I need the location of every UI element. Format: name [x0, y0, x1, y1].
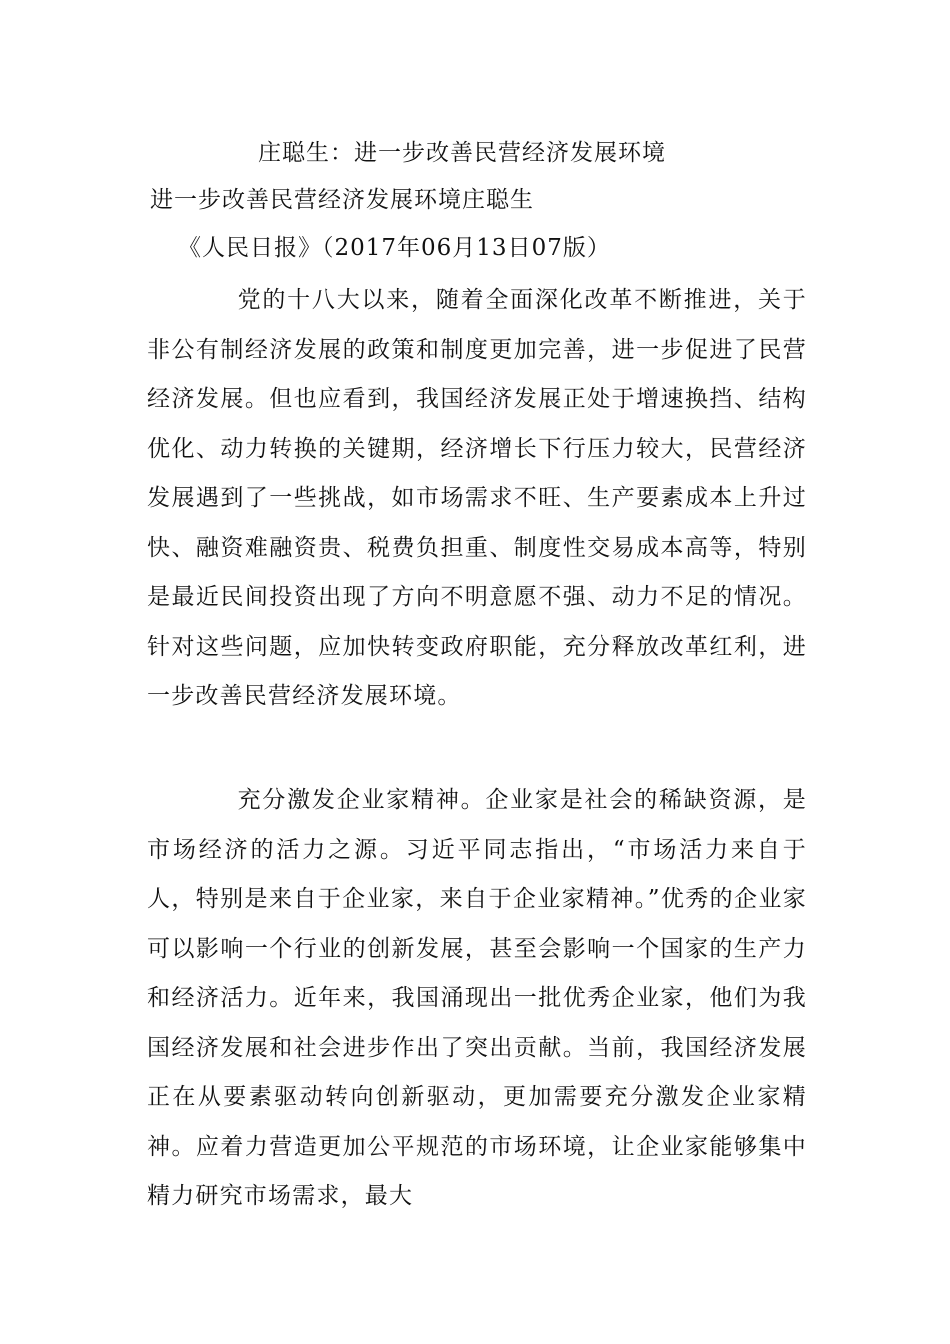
- document-subtitle: 进一步改善民营经济发展环境庄聪生: [150, 187, 534, 213]
- document-source: 《人民日报》（2017年06月13日07版）: [178, 235, 611, 261]
- paragraph-text: 党的十八大以来，随着全面深化改革不断推进，关于非公有制经济发展的政策和制度更加完善，进一步促进了民营经济发展。但也应看到，我国经济发展正处于增速换挡、结构优化、动力转换的关键期，经济增长下行压力较大，民营经济发展遇到了一些挑战，如市场需求不旺、生产要素成本上升过快、融资难融资贵、税费负担重、制度性交易成本高等，特别是最近民间投资出现了方向不明意愿不强、动力不足的情况。针对这些问题，应加快转变政府职能，充分释放改革红利，进一步改善民营经济发展环境。: [147, 287, 807, 709]
- paragraph: [147, 776, 807, 1222]
- paragraph-text: 充分激发企业家精神。企业家是社会的稀缺资源，是市场经济的活力之源。习近平同志指出，“市场活力来自于人，特别是来自于企业家，来自于企业家精神。”优秀的企业家可以影响一个行业的创新发展，甚至会影响一个国家的生产力和经济活力。近年来，我国涌现出一批优秀企业家，他们为我国经济发展和社会进步作出了突出贡献。当前，我国经济发展正在从要素驱动转向创新驱动，更加需要充分激发企业家精神。应着力营造更加公平规范的市场环境，让企业家能够集中精力研究市场需求，最大: [147, 787, 807, 1209]
- document-title: 庄聪生：进一步改善民营经济发展环境: [258, 140, 666, 166]
- paragraph: [147, 276, 807, 722]
